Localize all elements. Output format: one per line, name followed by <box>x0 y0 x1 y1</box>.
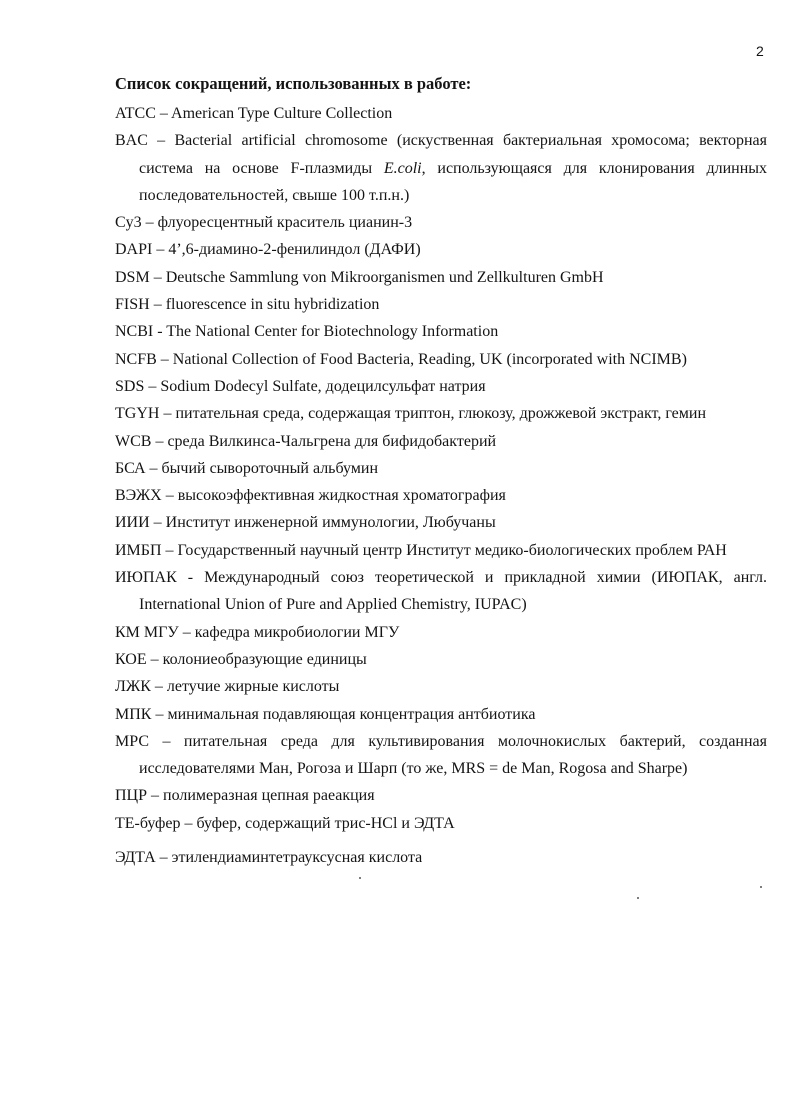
abbreviation: МПК <box>115 705 152 723</box>
list-item <box>115 728 767 783</box>
definition: кафедра микробиологии МГУ <box>194 623 400 641</box>
abbreviation: ЛЖК <box>115 678 151 696</box>
separator: – <box>161 487 178 505</box>
separator: – <box>155 105 172 122</box>
separator: – <box>149 514 166 532</box>
definition: Институт инженерной иммунологии, Любучаны <box>165 514 496 532</box>
definition: fluorescence in situ hybridization <box>165 296 380 314</box>
separator: – <box>156 350 173 368</box>
definition: Государственный научный центр Институт медико-биологических проблем РАН <box>177 541 727 559</box>
list-item <box>115 564 767 619</box>
list-item <box>115 782 767 809</box>
definition: American Type Culture Collection <box>171 105 393 122</box>
definition: летучие жирные кислоты <box>166 678 340 696</box>
scan-speck <box>359 877 361 879</box>
separator: – <box>146 650 163 668</box>
abbreviation-list <box>115 100 767 871</box>
definition: минимальная подавляющая концентрация антбиотика <box>167 705 536 723</box>
definition: бычий сывороточный альбумин <box>161 459 379 477</box>
separator: - <box>176 569 205 587</box>
definition: Deutsche Sammlung von Mikroorganismen und Zellkulturen GmbH <box>165 268 604 286</box>
separator: – <box>149 296 166 314</box>
separator: – <box>155 849 172 867</box>
definition: этилендиаминтетрауксусная кислота <box>171 849 423 867</box>
list-item <box>115 428 767 455</box>
definition: среда Вилкинса-Чальгрена для бифидобактерий <box>167 432 497 450</box>
abbreviation: ТЕ-буфер <box>115 814 181 832</box>
abbreviation: FISH <box>115 296 150 314</box>
definition: высокоэффективная жидкостная хроматография <box>177 487 506 505</box>
list-item <box>115 482 767 509</box>
abbreviation: ЭДТА <box>115 849 156 867</box>
abbreviation: КМ МГУ <box>115 623 179 641</box>
abbreviation: DSM <box>115 268 150 286</box>
list-item <box>115 810 767 837</box>
list-item <box>115 127 767 209</box>
abbreviation: ATCC <box>115 105 156 122</box>
definition: Bacterial artificial chromosome (искуственная бактериальная хромосома; векторная система на основе F-плазмиды <box>139 132 768 177</box>
abbreviation: БСА <box>115 459 146 477</box>
list-item <box>115 236 767 263</box>
definition-italic: E.coli <box>383 159 422 177</box>
separator: – <box>180 814 197 832</box>
definition: колониеобразующие единицы <box>162 650 367 668</box>
definition: полимеразная цепная раеакция <box>163 787 375 805</box>
definition: National Collection of Food Bacteria, Reading, UK (incorporated with NCIMB) <box>172 350 687 368</box>
list-item <box>115 209 767 236</box>
page-heading: Список сокращений, использованных в работе: <box>115 74 472 93</box>
list-item <box>115 509 767 536</box>
abbreviation: КОЕ <box>115 650 147 668</box>
list-item <box>115 844 767 871</box>
list-item <box>115 100 767 127</box>
list-item <box>115 646 767 673</box>
abbreviation: ИИИ <box>115 514 150 532</box>
list-item <box>115 673 767 700</box>
separator: – <box>147 132 175 150</box>
definition: Международный союз теоретической и прикладной химии (ИЮПАК, англ. International Union of Pure and Applied Chemistry, IUPAC) <box>139 569 767 614</box>
abbreviation: NCBI <box>115 323 154 341</box>
separator: – <box>149 732 184 750</box>
separator: – <box>141 214 158 232</box>
list-item <box>115 373 767 400</box>
separator: – <box>147 787 164 805</box>
separator: – <box>144 377 161 395</box>
separator: - <box>153 323 167 341</box>
definition: флуоресцентный краситель цианин-3 <box>157 214 413 232</box>
list-item <box>115 537 767 564</box>
list-item <box>115 318 767 345</box>
abbreviation: ВЭЖХ <box>115 487 162 505</box>
abbreviation: WCB <box>115 432 152 450</box>
scan-speck <box>637 897 639 899</box>
separator: – <box>151 705 168 723</box>
abbreviation: NCFB <box>115 350 157 368</box>
list-item <box>115 264 767 291</box>
definition: The National Center for Biotechnology Information <box>166 323 499 341</box>
definition: питательная среда, содержащая триптон, глюкозу, дрожжевой экстракт, гемин <box>175 405 707 423</box>
abbreviation: TGYH <box>115 405 160 423</box>
separator: – <box>149 268 166 286</box>
definition: 4’,6-диамино-2-фенилиндол (ДАФИ) <box>168 241 421 259</box>
separator: – <box>161 541 178 559</box>
list-item <box>115 346 767 373</box>
separator: – <box>145 459 162 477</box>
abbreviation: DAPI <box>115 241 153 259</box>
definition: буфер, содержащий трис-HCl и ЭДТА <box>196 814 455 832</box>
abbreviation: Cy3 <box>115 214 142 232</box>
scan-speck <box>760 886 762 888</box>
separator: – <box>150 678 167 696</box>
abbreviation: SDS <box>115 377 145 395</box>
abbreviation: ПЦР <box>115 787 148 805</box>
abbreviation: МРС <box>115 732 149 750</box>
definition: питательная среда для культивирования молочнокислых бактерий, созданная исследователями Ман, Рогоза и Шарп (то же, MRS = de Man, Rogosa and Sharpe) <box>139 732 768 778</box>
definition: Sodium Dodecyl Sulfate, додецилсульфат натрия <box>160 377 486 395</box>
abbreviation: ИМБП <box>115 541 162 559</box>
separator: – <box>159 405 176 423</box>
separator: – <box>178 623 195 641</box>
list-item <box>115 291 767 318</box>
definition-continued: , использующаяся для клонирования длинных последовательностей, свыше 100 т.п.н.) <box>139 159 767 204</box>
list-item <box>115 400 767 427</box>
page-number: 2 <box>756 43 764 59</box>
list-item <box>115 619 767 646</box>
list-item <box>115 455 767 482</box>
abbreviation: ИЮПАК <box>115 569 177 587</box>
abbreviation: BAC <box>115 132 148 150</box>
separator: – <box>152 241 169 259</box>
list-item <box>115 701 767 728</box>
separator: – <box>151 432 168 450</box>
